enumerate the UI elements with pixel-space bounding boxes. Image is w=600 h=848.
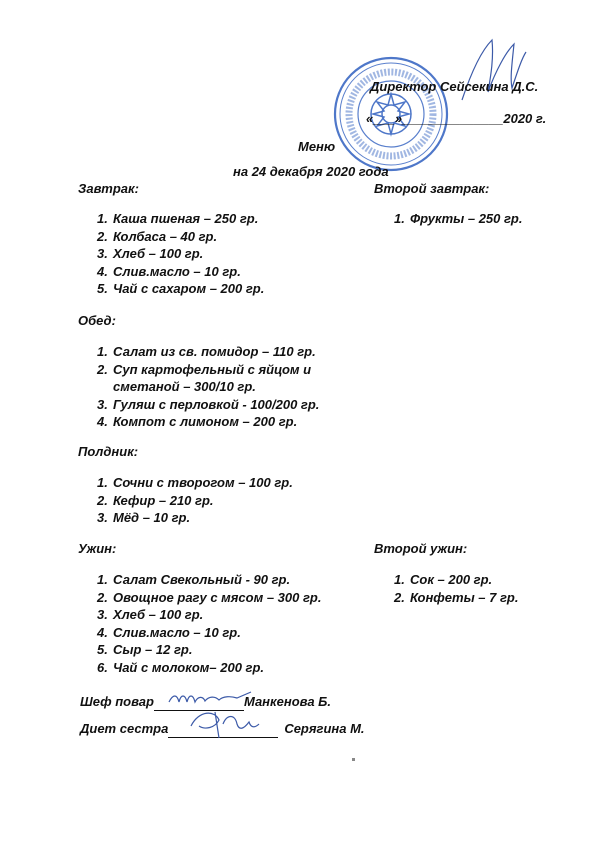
dinner-heading: Ужин:	[78, 541, 117, 556]
diet-name: Серягина М.	[284, 721, 365, 736]
second-breakfast-list	[394, 210, 522, 228]
list-item: 1. Салат из св. помидор – 110 гр.	[97, 344, 316, 359]
approval-date-line: «___»______________2020 г.	[366, 111, 547, 126]
diet-signature	[185, 704, 265, 740]
list-item: 2. Конфеты – 7 гр.	[394, 589, 519, 605]
menu-date: на 24 декабря 2020 года	[233, 164, 389, 179]
list-item: 3. Гуляш с перловкой - 100/200 гр.	[97, 396, 320, 412]
dinner-list	[97, 571, 321, 676]
list-item: 5. Чай с сахаром – 200 гр.	[97, 281, 265, 296]
menu-title: Меню	[298, 139, 336, 154]
breakfast-list	[97, 210, 264, 298]
second-dinner-heading: Второй ужин:	[374, 541, 468, 556]
list-item: 2. Кефир – 210 гр.	[97, 492, 214, 508]
list-item: 1. Фрукты – 250 гр.	[394, 211, 523, 226]
director-line: Директор Сейсекина Д.С.	[370, 79, 539, 94]
list-item: 2. Суп картофельный с яйцом и сметаной – 300/10 гр.	[97, 361, 312, 394]
list-item: 6. Чай с молоком– 200 гр.	[97, 659, 265, 675]
list-item: 2. Колбаса – 40 гр.	[97, 228, 218, 244]
list-item: 1. Сочни с творогом – 100 гр.	[97, 475, 293, 490]
second-dinner-list	[394, 571, 518, 606]
snack-heading: Полдник:	[78, 444, 139, 459]
page-speck	[352, 758, 355, 761]
list-item: 4. Слив.масло – 10 гр.	[97, 263, 241, 279]
list-item: 5. Сыр – 12 гр.	[97, 642, 193, 657]
diet-label: Диет сестра	[80, 721, 169, 736]
list-item: 3. Мёд – 10 гр.	[97, 510, 191, 525]
lunch-list	[97, 343, 353, 431]
list-item: 4. Компот с лимоном – 200 гр.	[97, 414, 298, 429]
director-signature	[452, 30, 532, 110]
breakfast-heading: Завтрак:	[78, 181, 139, 196]
list-item: 4. Слив.масло – 10 гр.	[97, 624, 241, 640]
list-item: 1. Сок – 200 гр.	[394, 572, 493, 587]
snack-list	[97, 474, 293, 527]
list-item: 3. Хлеб – 100 гр.	[97, 607, 204, 622]
list-item: 3. Хлеб – 100 гр.	[97, 246, 204, 261]
list-item: 1. Салат Свекольный - 90 гр.	[97, 572, 291, 587]
chef-name: Манкенова Б.	[243, 694, 331, 709]
chef-label: Шеф повар	[80, 694, 154, 709]
lunch-heading: Обед:	[78, 313, 116, 328]
list-item: 2. Овощное рагу с мясом – 300 гр.	[97, 589, 322, 605]
second-breakfast-heading: Второй завтрак:	[374, 181, 490, 196]
list-item: 1. Каша пшеная – 250 гр.	[97, 211, 259, 226]
